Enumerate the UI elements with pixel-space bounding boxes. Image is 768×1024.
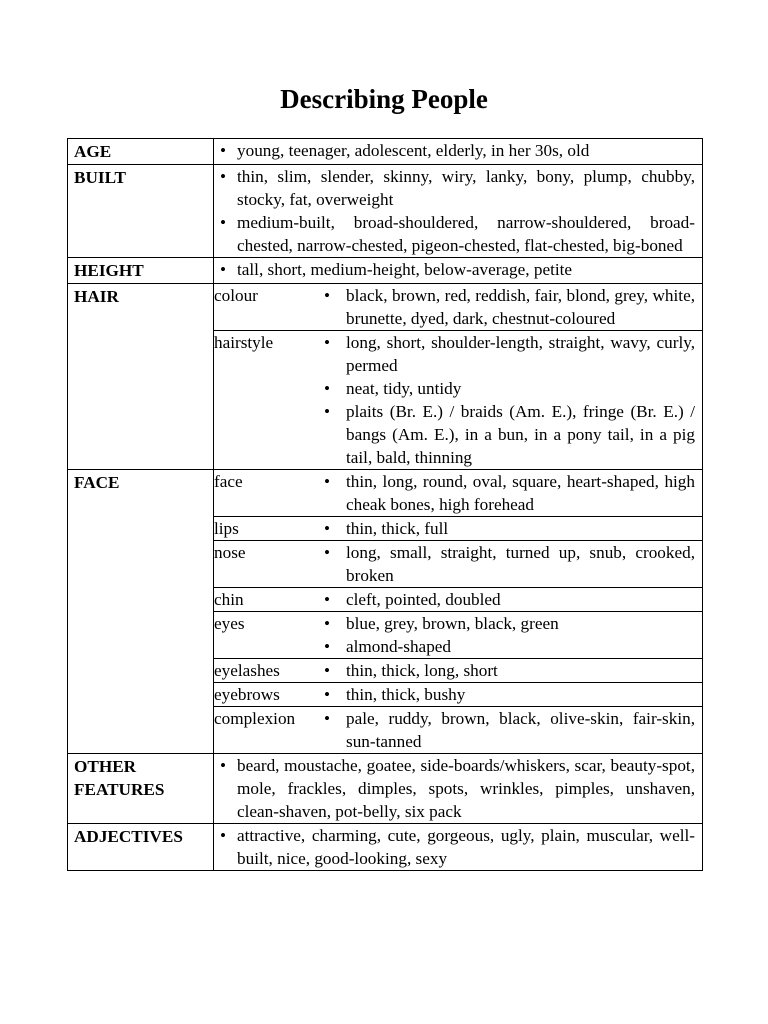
- category-label-adjectives: ADJECTIVES: [68, 824, 214, 871]
- bullet-icon: •: [324, 379, 331, 398]
- bullet-icon: •: [324, 709, 331, 728]
- sublabel-chin: chin: [214, 588, 324, 612]
- subrow-eyelashes: [214, 659, 702, 683]
- list-item: [324, 707, 702, 753]
- list-item: [324, 400, 702, 469]
- bullet-icon: •: [324, 685, 331, 704]
- item-text: almond-shaped: [346, 637, 452, 656]
- list-item: [324, 517, 702, 540]
- subrow-complexion: [214, 707, 702, 754]
- list-item: [214, 258, 702, 281]
- bullet-icon: •: [324, 286, 331, 305]
- list-item: [324, 635, 702, 658]
- bullet-icon: •: [324, 402, 331, 421]
- item-text: long, small, straight, turned up, snub, crooked, broken: [346, 543, 695, 585]
- sublabel-complexion: complexion: [214, 707, 324, 754]
- item-text: pale, ruddy, brown, black, olive-skin, fair-skin, sun-tanned: [346, 709, 695, 751]
- sublabel-nose: nose: [214, 541, 324, 588]
- list-item: [324, 541, 702, 587]
- category-label-other-features: [68, 754, 214, 824]
- category-label-built: BUILT: [68, 165, 214, 258]
- item-text: tall, short, medium-height, below-average, petite: [237, 260, 573, 279]
- item-text: thin, thick, long, short: [346, 661, 498, 680]
- item-text: thin, thick, full: [346, 519, 449, 538]
- bullet-icon: •: [324, 543, 331, 562]
- subrow-colour: [214, 284, 702, 331]
- item-text: neat, tidy, untidy: [346, 379, 462, 398]
- item-text: cleft, pointed, doubled: [346, 590, 501, 609]
- bullet-icon: •: [324, 472, 331, 491]
- list-item: [214, 824, 702, 870]
- sublabel-eyes: eyes: [214, 612, 324, 659]
- list-item: [214, 754, 702, 823]
- subrow-chin: [214, 588, 702, 612]
- item-text: beard, moustache, goatee, side-boards/whiskers, scar, beauty-spot, mole, frackles, dimples, spots, wrinkles, pimples, unshaven, clean-shaven, pot-belly, six pack: [237, 756, 695, 821]
- list-item: [324, 588, 702, 611]
- item-text: attractive, charming, cute, gorgeous, ugly, plain, muscular, well-built, nice, good-looking, sexy: [237, 826, 695, 868]
- sublabel-eyebrows: eyebrows: [214, 683, 324, 707]
- list-item: [324, 659, 702, 682]
- item-text: medium-built, broad-shouldered, narrow-shouldered, broad-chested, narrow-chested, pigeon-chested, flat-chested, big-boned: [237, 213, 695, 255]
- item-text: thin, long, round, oval, square, heart-shaped, high cheak bones, high forehead: [346, 472, 695, 514]
- list-item: [324, 284, 702, 330]
- bullet-icon: •: [220, 213, 227, 232]
- category-label-height: HEIGHT: [68, 258, 214, 284]
- vocabulary-table: [67, 138, 703, 871]
- list-item: [324, 612, 702, 635]
- category-label-line: FEATURES: [74, 780, 165, 799]
- sublabel-colour: colour: [214, 286, 258, 305]
- bullet-icon: •: [220, 167, 227, 186]
- list-item: [324, 377, 702, 400]
- item-text: thin, thick, bushy: [346, 685, 466, 704]
- item-text: plaits (Br. E.) / braids (Am. E.), fringe (Br. E.) / bangs (Am. E.), in a bun, in a pony tail, in a pig tail, bald, thinning: [346, 402, 695, 467]
- face-subtable: [214, 470, 702, 753]
- category-label-hair: HAIR: [68, 284, 214, 470]
- item-text: black, brown, red, reddish, fair, blond, grey, white, brunette, dyed, dark, chestnut-coloured: [346, 286, 695, 328]
- subrow-eyes: [214, 612, 702, 659]
- table-row-face: [68, 470, 703, 754]
- bullet-icon: •: [324, 637, 331, 656]
- category-label-line: OTHER: [74, 757, 137, 776]
- bullet-icon: •: [220, 141, 227, 160]
- list-item: [324, 470, 702, 516]
- sublabel-hairstyle: hairstyle: [214, 331, 324, 470]
- table-row-height: [68, 258, 703, 284]
- sublabel-eyelashes: eyelashes: [214, 659, 324, 683]
- category-label-age: AGE: [68, 139, 214, 165]
- bullet-icon: •: [324, 519, 331, 538]
- bullet-icon: •: [324, 333, 331, 352]
- table-row-adjectives: [68, 824, 703, 871]
- item-text: young, teenager, adolescent, elderly, in her 30s, old: [237, 141, 590, 160]
- list-item: [324, 331, 702, 377]
- item-text: blue, grey, brown, black, green: [346, 614, 559, 633]
- table-row-built: [68, 165, 703, 258]
- list-item: [214, 139, 702, 162]
- subrow-face: [214, 470, 702, 517]
- bullet-icon: •: [220, 826, 227, 845]
- list-item: [324, 683, 702, 706]
- subrow-eyebrows: [214, 683, 702, 707]
- list-item: [214, 165, 702, 211]
- sublabel-face: face: [214, 472, 243, 491]
- bullet-icon: •: [220, 260, 227, 279]
- item-text: long, short, shoulder-length, straight, wavy, curly, permed: [346, 333, 695, 375]
- table-row-age: [68, 139, 703, 165]
- item-text: thin, slim, slender, skinny, wiry, lanky, bony, plump, chubby, stocky, fat, overweight: [237, 167, 695, 209]
- page-title: Describing People: [280, 84, 488, 114]
- bullet-icon: •: [324, 590, 331, 609]
- sublabel-lips: lips: [214, 517, 324, 541]
- subrow-lips: [214, 517, 702, 541]
- category-label-face: FACE: [68, 470, 214, 754]
- hair-subtable: [214, 284, 702, 469]
- bullet-icon: •: [324, 614, 331, 633]
- subrow-hairstyle: [214, 331, 702, 470]
- list-item: [214, 211, 702, 257]
- bullet-icon: •: [324, 661, 331, 680]
- table-row-other-features: [68, 754, 703, 824]
- table-row-hair: [68, 284, 703, 470]
- subrow-nose: [214, 541, 702, 588]
- bullet-icon: •: [220, 756, 227, 775]
